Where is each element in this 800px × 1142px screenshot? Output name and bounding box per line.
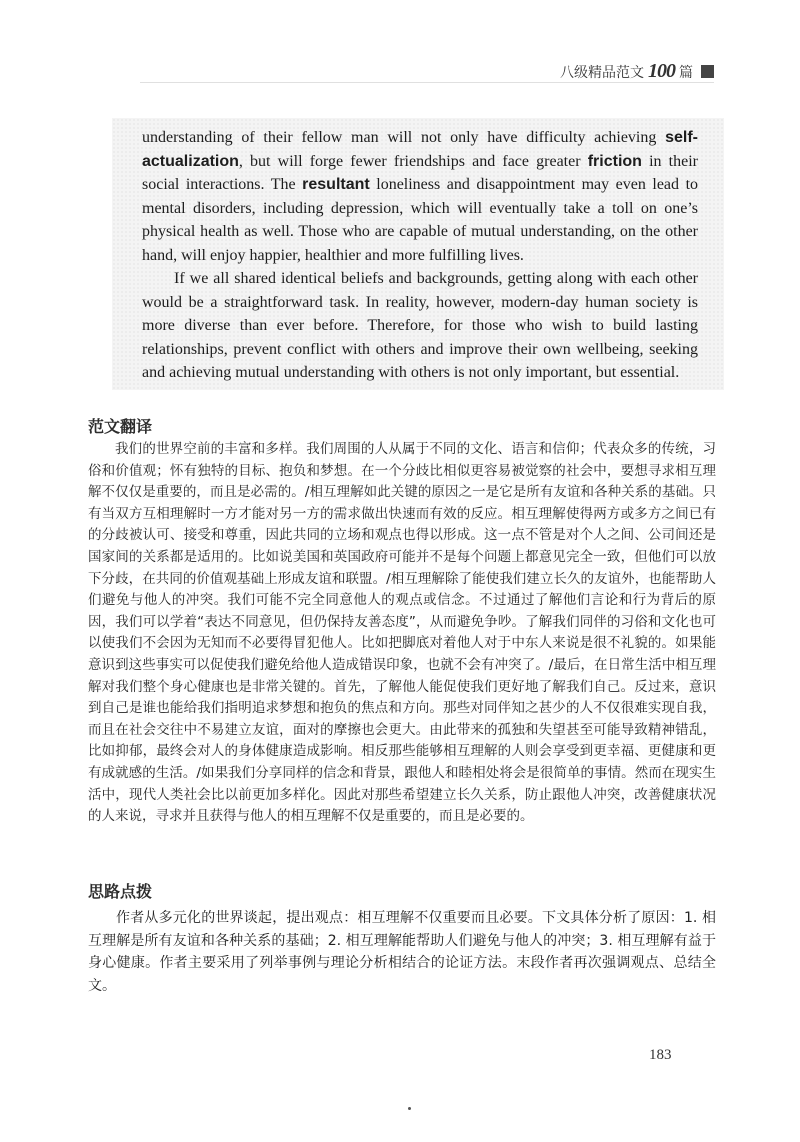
- analysis-heading: 思路点拨: [88, 882, 153, 901]
- english-p1-text-4: loneliness and disappointment may even lead to mental disorders, including depression, which will eventually take a toll on one’s physical health as well. Those who are capable of mutual understanding, on the other hand, will enjoy happier, healthier and more fulfilling lives.: [142, 176, 699, 264]
- translation-paragraph: 我们的世界空前的丰富和多样。我们周围的人从属于不同的文化、语言和信仰；代表众多的传统，习俗和价值观；怀有独特的目标、抱负和梦想。在一个分歧比相似更容易被觉察的社会中，要想寻求相互理解不仅仅是重要的，而且是必需的。/相互理解如此关键的原因之一是它是所有友谊和各种关系的基础。只有当双方互相理解时一方才能对另一方的需求做出快速而有效的反应。相互理解使得两方或多方之间已有的分歧被认可、接受和尊重，因此共同的立场和观点也得以形成。这一点不管是对个人之间、公司间还是国家间的关系都是适用的。比如说美国和英国政府可能并不是每个问题上都意见完全一致，但他们可以放下分歧，在共同的价值观基础上形成友谊和联盟。/相互理解除了能使我们建立长久的友谊外，也能帮助人们避免与他人的冲突。我们可能不完全同意他人的观点或信念。不过通过了解他们言论和行为背后的原因，我们可以学着“表达不同意见，但仍保持友善态度”，从而避免争吵。了解我们同伴的习俗和文化也可以使我们不会因为无知而不必要得冒犯他人。比如把脚底对着他人对于中东人来说是很不礼貌的。如果能意识到这些事实可以促使我们避免给他人造成错误印象，也就不会有冲突了。/最后，在日常生活中相互理解对我们整个身心健康也是非常关键的。首先，了解他人能促使我们更好地了解我们自己。反过来，意识到自己是谁也能给我们指明追求梦想和抱负的焦点和方向。那些对同伴知之甚少的人不仅很难实现自我，而且在社会交往中不易建立友谊，面对的摩擦也会更大。由此带来的孤独和失望甚至可能导致精神错乱，比如抑郁，最终会对人的身体健康造成影响。相反那些能够相互理解的人则会享受到更幸福、更健康和更有成就感的生活。/如果我们分享同样的信念和背景，跟他人和睦相处将会是很简单的事情。然而在现实生活中，现代人类社会比以前更加多样化。因此对那些希望建立长久关系，防止跟他人冲突，改善健康状况的人来说，寻求并且获得与他人的相互理解不仅是重要的，而且是必要的。: [88, 441, 716, 825]
- english-passage: [142, 120, 698, 393]
- keyword-resultant: resultant: [302, 176, 370, 193]
- header-unit: 篇: [679, 64, 693, 81]
- analysis-paragraph: 作者从多元化的世界谈起，提出观点：相互理解不仅重要而且必要。下文具体分析了原因：1. 相互理解是所有友谊和各种关系的基础；2. 相互理解能帮助人们避免与他人的冲突；3. 相互理解有益于身心健康。作者主要采用了列举事例与理论分析相结合的论证方法。末段作者再次强调观点、总结全文。: [88, 910, 716, 994]
- scan-speck: [408, 1107, 411, 1110]
- header-number: 100: [648, 60, 675, 82]
- keyword-friction: friction: [587, 152, 642, 170]
- translation-heading: 范文翻译: [88, 417, 153, 436]
- english-paragraph-1: [142, 126, 698, 267]
- running-header: [560, 60, 714, 83]
- header-series-title: 八级精品范文: [560, 64, 644, 81]
- english-paragraph-2: If we all shared identical beliefs and backgrounds, getting along with each other would be a straightforward task. In reality, however, modern-day human society is more diverse than ever before. Therefore, for those who wish to build lasting relationships, prevent conflict with others and improve their own wellbeing, seeking and achieving mutual understanding with others is not only important, but essential.: [142, 270, 698, 381]
- header-rule: [140, 82, 714, 83]
- page-number: 183: [649, 1047, 672, 1063]
- english-p1-text-3: in their social interactions. The: [142, 152, 699, 193]
- english-p1-text-2: , but will forge fewer friendships and face greater: [238, 152, 588, 170]
- header-marker-square: [701, 65, 714, 78]
- english-p1-text-1: understanding of their fellow man will not only have difficulty achieving: [142, 129, 666, 146]
- keyword-self-actualization: self-actualization: [142, 129, 698, 170]
